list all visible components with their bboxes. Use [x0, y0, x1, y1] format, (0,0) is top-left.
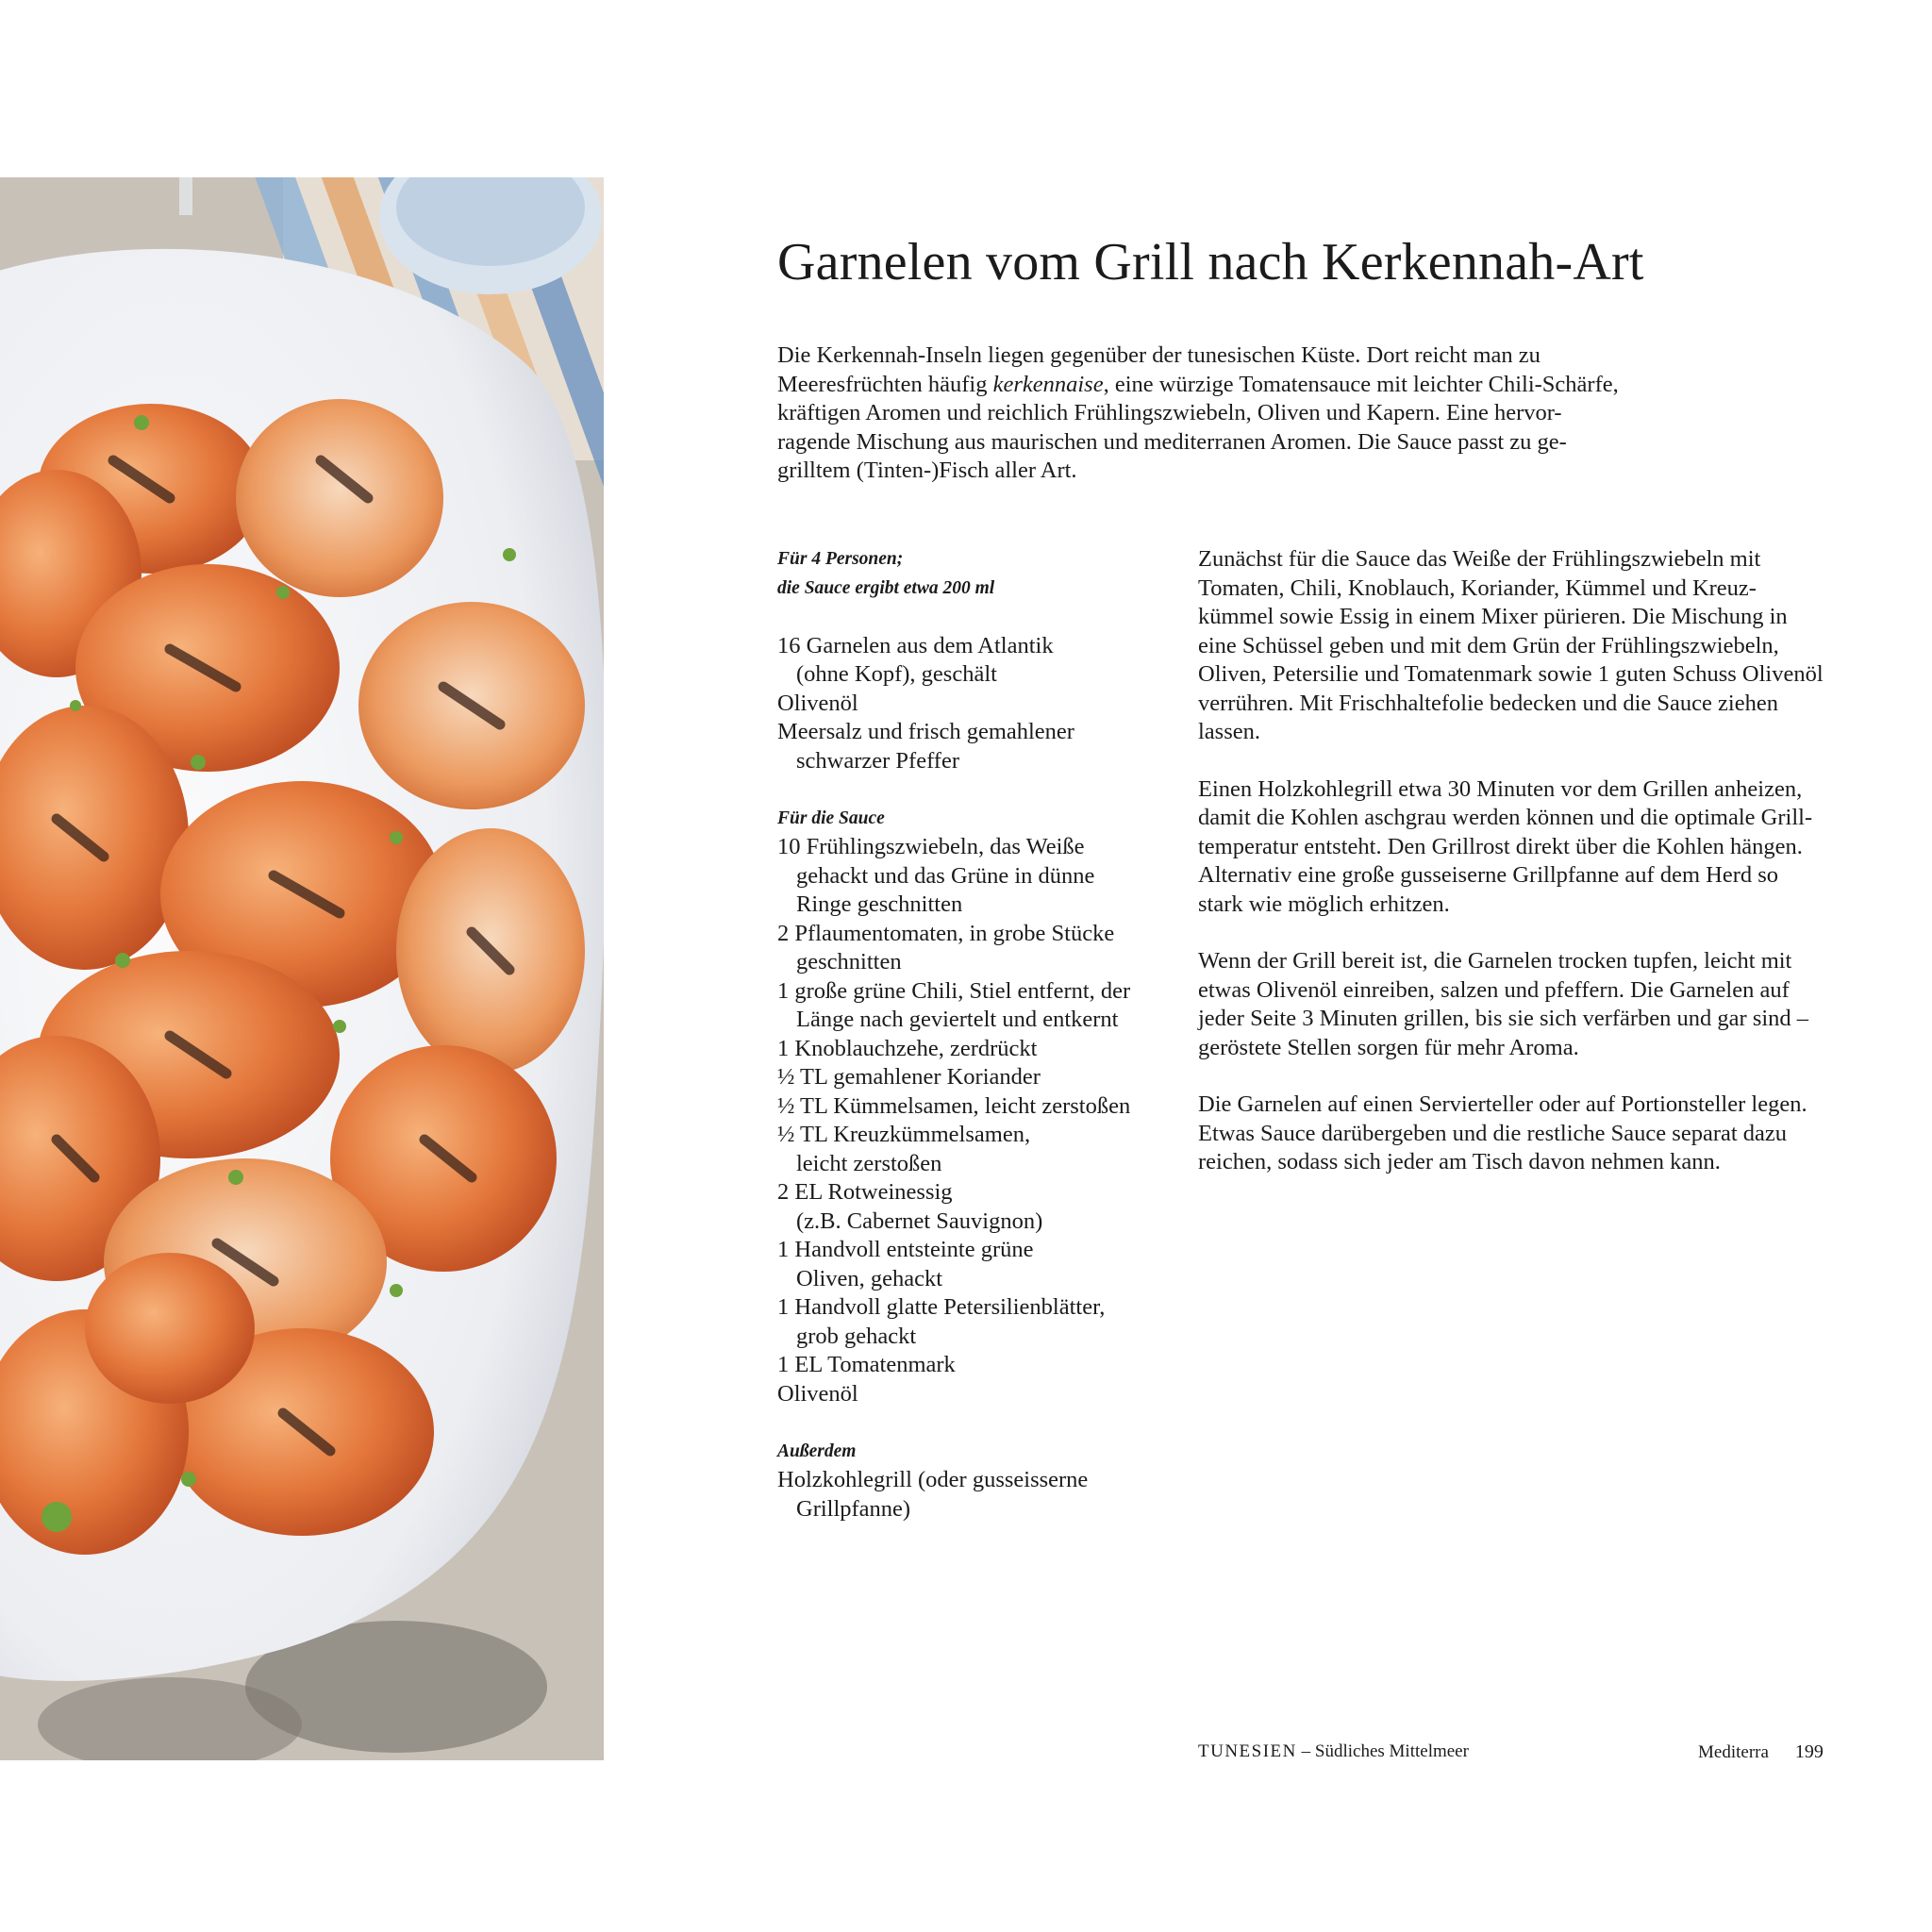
ingredient-line: 2 Pflaumentomaten, in grobe Stücke	[777, 920, 1115, 946]
page-number: 199	[1794, 1741, 1824, 1762]
method-line: lassen.	[1198, 719, 1260, 744]
ingredient-line: Olivenöl	[777, 690, 858, 716]
method-line: jeder Seite 3 Minuten grillen, bis sie sich verfärben und gar sind –	[1198, 1006, 1809, 1031]
recipe-title: Garnelen vom Grill nach Kerkennah-Art	[777, 233, 1644, 291]
intro-line: grilltem (Tinten-)Fisch aller Art.	[777, 458, 1077, 483]
ingredient-line: Ringe geschnitten	[796, 891, 963, 917]
ingredient-line: 1 Handvoll entsteinte grüne	[777, 1237, 1034, 1262]
running-footer-book	[1698, 1741, 1824, 1763]
ingredient-line: grob gehackt	[796, 1323, 917, 1349]
ingredient-line: 1 EL Tomatenmark	[777, 1352, 956, 1377]
ingredient-line: 10 Frühlingszwiebeln, das Weiße	[777, 834, 1085, 859]
ingredient-line: gehackt und das Grüne in dünne	[796, 862, 1095, 889]
ingredients-main-list	[777, 632, 1174, 776]
intro-line: ragende Mischung aus maurischen und mediterranen Aromen. Die Sauce passt zu ge-	[777, 428, 1567, 455]
footer-book-title: Mediterra	[1698, 1742, 1769, 1762]
ingredient-line: (z.B. Cabernet Sauvignon)	[796, 1208, 1043, 1234]
servings-note: die Sauce ergibt etwa 200 ml	[777, 577, 995, 598]
method-step	[1198, 775, 1858, 920]
ingredient-line: ½ TL Kreuzkümmelsamen,	[777, 1122, 1031, 1147]
ingredient-line: geschnitten	[796, 949, 902, 974]
method-line: eine Schüssel geben und mit dem Grün der Frühlingszwiebeln,	[1198, 632, 1779, 658]
ingredient-line: Grillpfanne)	[796, 1495, 911, 1522]
ingredient-line: 1 große grüne Chili, Stiel entfernt, der	[777, 977, 1131, 1004]
method-line: Die Garnelen auf einen Servierteller oder auf Portionsteller legen.	[1198, 1091, 1807, 1117]
recipe-intro	[777, 341, 1626, 486]
intro-italic-term: kerkennaise	[992, 371, 1104, 397]
ingredient-line: ½ TL Kümmelsamen, leicht zerstoßen	[777, 1092, 1131, 1119]
method-line: Etwas Sauce darübergeben und die restliche Sauce separat dazu	[1198, 1120, 1788, 1146]
ingredient-line: 1 Knoblauchzehe, zerdrückt	[777, 1035, 1038, 1061]
method-line: temperatur entsteht. Den Grillrost direkt über die Kohlen hängen.	[1198, 833, 1803, 859]
sauce-heading: Für die Sauce	[777, 808, 885, 828]
extra-heading: Außerdem	[777, 1441, 857, 1461]
method-column	[1198, 545, 1858, 1177]
method-line: geröstete Stellen sorgen für mehr Aroma.	[1198, 1034, 1579, 1060]
method-line: Alternativ eine große gusseiserne Grillpfanne auf dem Herd so	[1198, 862, 1779, 888]
method-line: Oliven, Petersilie und Tomatenmark sowie 1 guten Schuss Olivenöl	[1198, 661, 1824, 687]
footer-separator: –	[1296, 1741, 1315, 1761]
intro-line: Meeresfrüchten häufig kerkennaise, eine würzige Tomatensauce mit leichter Chili-Schärfe,	[777, 371, 1619, 397]
method-line: Wenn der Grill bereit ist, die Garnelen trocken tupfen, leicht mit	[1198, 948, 1792, 974]
method-line: stark wie möglich erhitzen.	[1198, 891, 1450, 917]
grilled-shrimp-photo	[0, 177, 604, 1760]
method-line: damit die Kohlen aschgrau werden können und die optimale Grill-	[1198, 805, 1813, 830]
ingredient-line: 2 EL Rotweinessig	[777, 1179, 953, 1205]
ingredient-line: Oliven, gehackt	[796, 1265, 943, 1291]
ingredient-line: Olivenöl	[777, 1380, 858, 1407]
method-step	[1198, 545, 1858, 747]
method-line: etwas Olivenöl einreiben, salzen und pfeffern. Die Garnelen auf	[1198, 976, 1790, 1003]
method-line: Tomaten, Chili, Knoblauch, Koriander, Kümmel und Kreuz-	[1198, 575, 1757, 601]
method-step	[1198, 1091, 1858, 1177]
ingredient-line: 16 Garnelen aus dem Atlantik	[777, 632, 1054, 658]
ingredient-line: Meersalz und frisch gemahlener	[777, 719, 1074, 744]
ingredient-line: 1 Handvoll glatte Petersilienblätter,	[777, 1294, 1106, 1320]
ingredient-line: Länge nach geviertelt und entkernt	[796, 1007, 1119, 1032]
intro-line: Die Kerkennah-Inseln liegen gegenüber der tunesischen Küste. Dort reicht man zu	[777, 342, 1541, 368]
method-line: verrühren. Mit Frischhaltefolie bedecken und die Sauce ziehen	[1198, 690, 1778, 716]
ingredient-line: leicht zerstoßen	[796, 1150, 942, 1176]
running-footer-section	[1198, 1741, 1469, 1762]
ingredients-extra-list	[777, 1466, 1174, 1524]
ingredient-line: ½ TL gemahlener Koriander	[777, 1064, 1041, 1090]
method-line: kümmel sowie Essig in einem Mixer pürieren. Die Mischung in	[1198, 604, 1788, 629]
ingredient-line: Holzkohlegrill (oder gusseisserne	[777, 1467, 1089, 1492]
ingredient-line: (ohne Kopf), geschält	[796, 661, 997, 687]
method-line: Einen Holzkohlegrill etwa 30 Minuten vor dem Grillen anheizen,	[1198, 775, 1803, 802]
method-line: Zunächst für die Sauce das Weiße der Frühlingszwiebeln mit	[1198, 546, 1761, 572]
footer-region: Südliches Mittelmeer	[1314, 1741, 1469, 1761]
intro-line: kräftigen Aromen und reichlich Frühlingszwiebeln, Oliven und Kapern. Eine hervor-	[777, 400, 1562, 425]
servings-note: Für 4 Personen;	[777, 549, 904, 569]
ingredients-sauce-list	[777, 833, 1174, 1408]
method-line: reichen, sodass sich jeder am Tisch davon nehmen kann.	[1198, 1149, 1721, 1174]
ingredient-line: schwarzer Pfeffer	[796, 747, 959, 774]
ingredients-column	[777, 545, 1174, 1524]
method-step	[1198, 947, 1858, 1062]
footer-country: TUNESIEN	[1198, 1741, 1297, 1761]
